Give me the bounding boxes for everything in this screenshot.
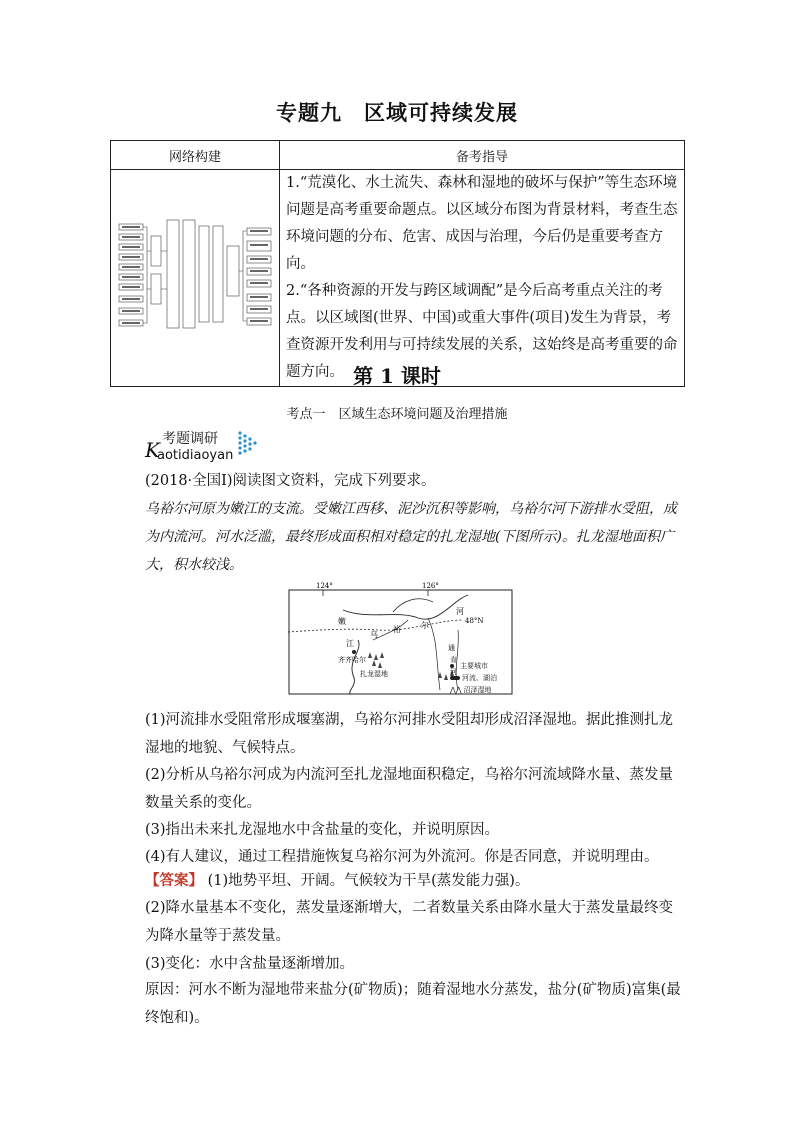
header-guidance: 备考指导 xyxy=(280,141,685,170)
answer-1-text: (1)地势平坦、开阔。气候较为干旱(蒸发能力强)。 xyxy=(207,873,530,889)
map-label-yu: 裕 xyxy=(393,625,401,634)
triangle-arrows-icon xyxy=(237,430,257,456)
map-label-he2: 河 xyxy=(450,668,457,676)
wetland-icon: ⋀⋀ xyxy=(450,686,462,694)
legend-city: 主要城市 xyxy=(450,661,488,671)
legend-river: 河流、湖泊 xyxy=(450,673,497,683)
map-label-er: 尔 xyxy=(421,621,429,630)
answer-2: (2)降水量基本不变化，蒸发量逐渐增大，二者数量关系由降水量大于蒸发量最终变为降水量等于蒸发量。 xyxy=(145,900,674,944)
guide-table xyxy=(110,140,685,387)
map-lon-126: 126° xyxy=(422,582,439,590)
lesson-title: 第 1 课时 xyxy=(353,364,441,388)
map-label-tong: 通 xyxy=(448,644,455,652)
question-2: (2)分析从乌裕尔河成为内流河至扎龙湿地面积稳定，乌裕尔河流域降水量、蒸发量数量关系的变化。 xyxy=(145,767,674,811)
answer-4: 原因：河水不断为湿地带来盐分(矿物质)；随着湿地水分蒸发，盐分(矿物质)富集(最终饱和)。 xyxy=(145,982,681,1026)
answer-tag: 【答案】 xyxy=(145,872,203,889)
guidance-item-1: 1.“荒漠化、水土流失、森林和湿地的破坏与保护”等生态环境问题是高考重要命题点。以区域分布图为背景材料，考查生态环境问题的分布、危害、成因与治理，今后仍是重要考查方向。 xyxy=(286,175,678,272)
header-network: 网络构建 xyxy=(111,141,280,170)
guidance-cell xyxy=(280,170,685,387)
material-text: 乌裕尔河原为嫩江的支流。受嫩江西移、泥沙沉积等影响，乌裕尔河下游排水受阻，成为内流河。河水泛滥，最终形成面积相对稳定的扎龙湿地(下图所示)。扎龙湿地面积广大，积水较浅。 xyxy=(145,501,677,573)
map-lon-124: 124° xyxy=(316,582,333,590)
research-pinyin: aotidiaoyan xyxy=(157,448,234,463)
research-letter: K xyxy=(145,438,160,462)
map-label-jiang: 江 xyxy=(346,639,354,648)
answer-3: (3)变化：水中含盐量逐渐增加。 xyxy=(145,956,355,972)
network-diagram-image xyxy=(115,216,275,336)
question-intro: (2018·全国Ⅰ)阅读图文资料，完成下列要求。 xyxy=(145,473,436,489)
map-label-wu: 乌 xyxy=(370,630,378,639)
question-3: (3)指出未来扎龙湿地水中含盐量的变化，并说明原因。 xyxy=(145,822,500,838)
river-lake-icon xyxy=(450,676,460,680)
map-lat-48: 48°N xyxy=(465,617,484,625)
map-label-ken: 肯 xyxy=(450,656,457,664)
section-heading: 考点一 区域生态环境问题及治理措施 xyxy=(286,407,508,422)
answer-1 xyxy=(145,867,685,895)
research-banner xyxy=(145,428,275,468)
map-label-zhalong: 扎龙湿地 xyxy=(360,670,388,678)
page-title: 专题九 区域可持续发展 xyxy=(276,100,518,125)
map-label-nen: 嫩 xyxy=(338,617,346,626)
question-1: (1)河流排水受阻常形成堰塞湖，乌裕尔河排水受阻却形成沼泽湿地。据此推测扎龙湿地的地貌、气候特点。 xyxy=(145,712,674,756)
city-dot-icon xyxy=(450,664,454,668)
question-4: (4)有人建议，通过工程措施恢复乌裕尔河为外流河。你是否同意，并说明理由。 xyxy=(145,849,659,865)
map-label-qiqihar: 齐齐哈尔 xyxy=(338,656,366,664)
network-diagram xyxy=(111,170,280,387)
guidance-item-2: 2.“各种资源的开发与跨区域调配”是今后高考重点关注的考点。以区域图(世界、中国)或重大事件(项目)发生为背景，考查资源开发利用与可持续发展的关系，这始终是高考重要的命题方向。 xyxy=(286,283,678,380)
research-label: 考题调研 xyxy=(162,431,218,447)
map-label-he: 河 xyxy=(456,607,464,616)
legend-wetland: ⋀⋀ 沼泽湿地 xyxy=(450,686,492,694)
